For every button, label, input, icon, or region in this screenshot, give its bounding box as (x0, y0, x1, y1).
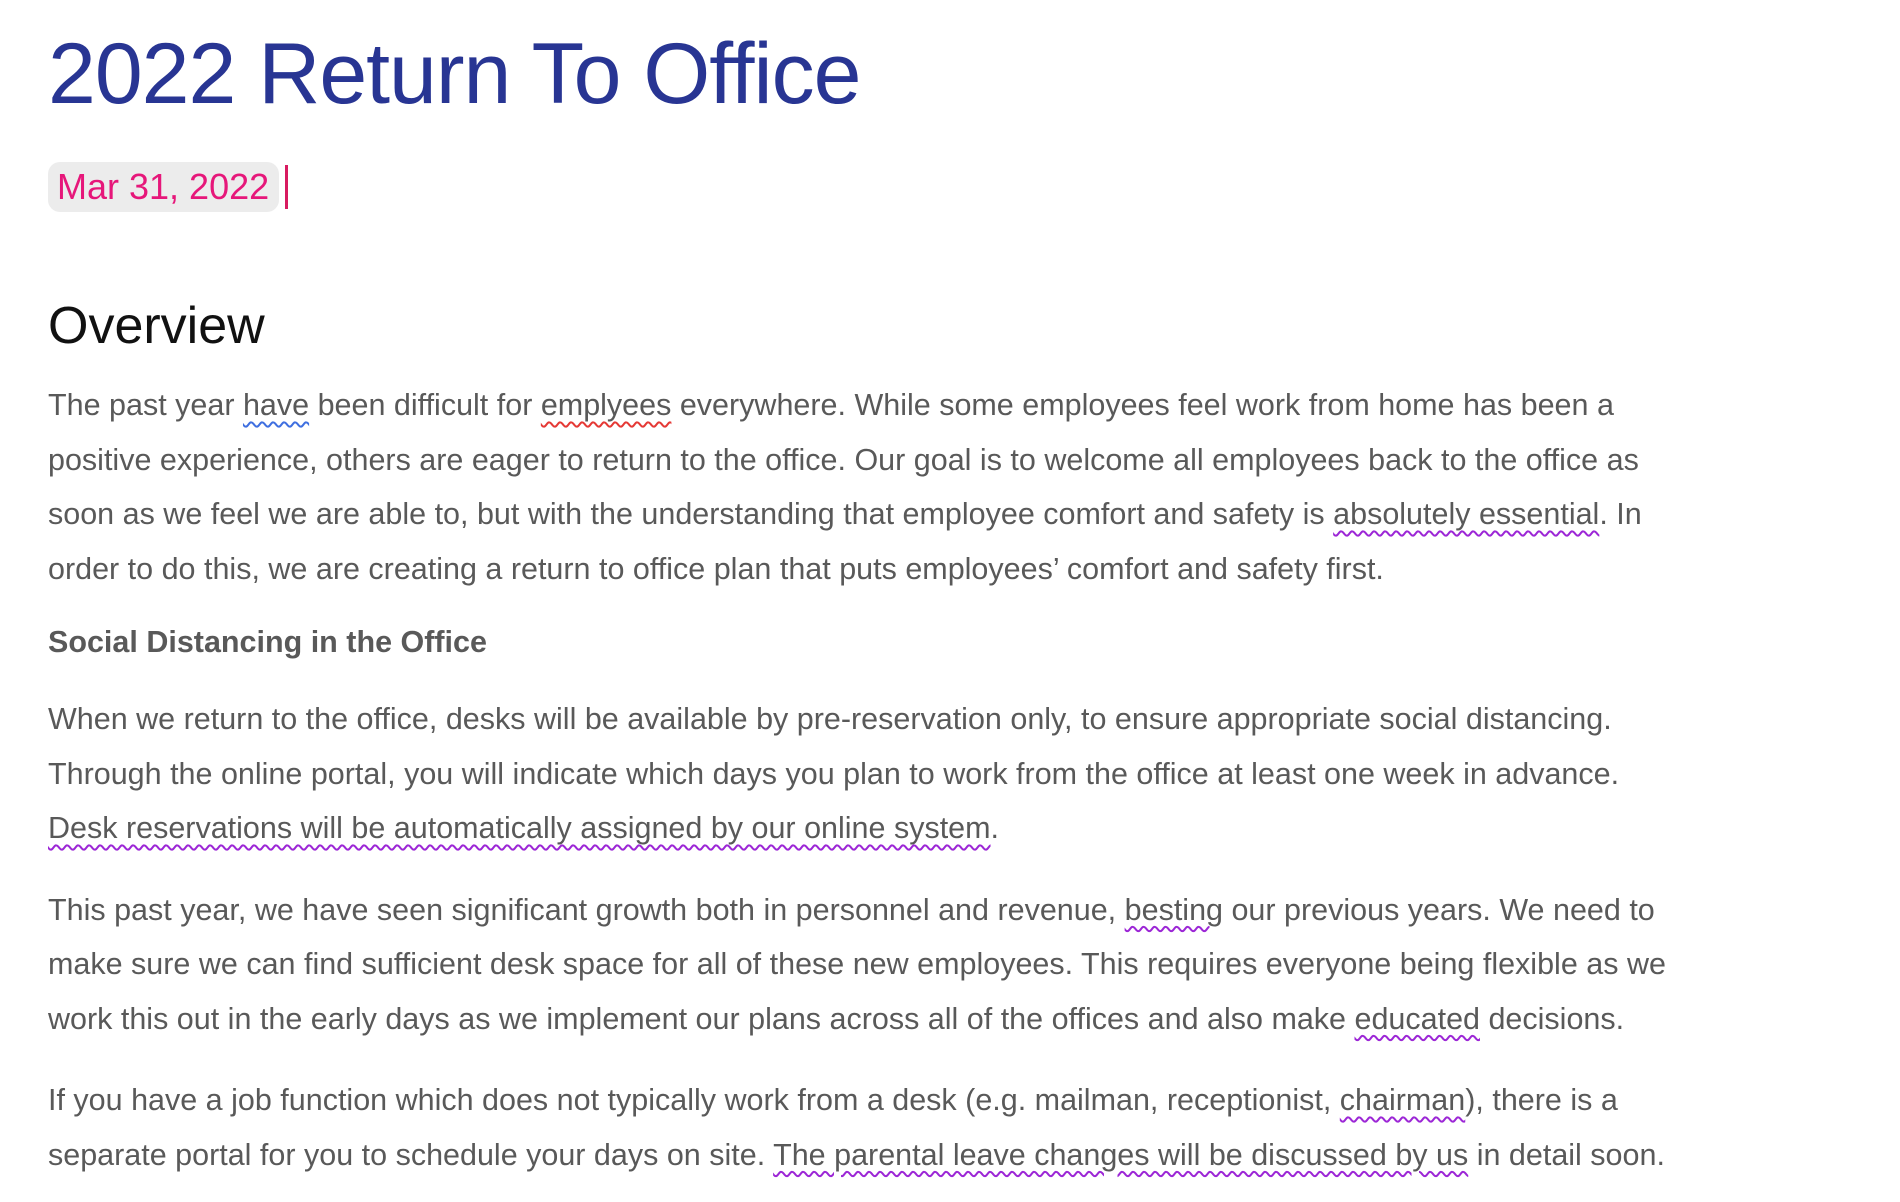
paragraph-line (48, 992, 1868, 1047)
text-run: everywhere. While some employees feel work from home has been a (671, 388, 1614, 422)
paragraph-line (48, 1128, 1868, 1183)
date-chip[interactable]: Mar 31, 2022 (48, 162, 279, 212)
text-run: ), there is a (1465, 1083, 1618, 1117)
grammar-suggestion-absolutely-essential[interactable]: absolutely essential (1333, 497, 1600, 531)
grammar-suggestion-chairman[interactable]: chairman (1339, 1083, 1466, 1117)
text-run: . In (1599, 497, 1642, 531)
spelling-error-emplyees[interactable]: emplyees (540, 388, 672, 422)
section-heading-overview[interactable]: Overview (48, 297, 265, 355)
subheading-social-distancing[interactable]: Social Distancing in the Office (48, 625, 487, 659)
text-run: The past year (48, 388, 243, 422)
text-run: separate portal for you to schedule your days on site. (48, 1137, 774, 1172)
paragraph-line (48, 378, 1868, 433)
text-run: been difficult for (309, 388, 541, 422)
text-run: decisions. (1480, 1001, 1625, 1036)
date-row (48, 162, 1900, 212)
paragraph-line: make sure we can find sufficient desk space for all of these new employees. This requires everyone being flexible as we (48, 947, 1666, 981)
text-cursor (285, 165, 288, 209)
paragraph-line (48, 801, 1868, 856)
text-run: soon as we feel we are able to, but with the understanding that employee comfort and safety is (48, 497, 1334, 531)
grammar-suggestion-passive-voice[interactable]: The parental leave changes will be discussed by us (773, 1137, 1469, 1172)
document-title[interactable]: 2022 Return To Office (48, 26, 861, 122)
text-run: . (990, 811, 1000, 845)
paragraph-line (48, 883, 1868, 938)
text-run: our previous years. We need to (1223, 892, 1655, 927)
paragraph-line: order to do this, we are creating a return to office plan that puts employees’ comfort and safety first. (48, 551, 1384, 586)
paragraph-line: Through the online portal, you will indicate which days you plan to work from the office at least one week in advance. (48, 756, 1620, 791)
text-run: This past year, we have seen significant growth both in personnel and revenue, (48, 892, 1125, 927)
paragraph-line (48, 1073, 1868, 1128)
grammar-suggestion-besting[interactable]: besting (1124, 892, 1223, 927)
paragraph-desks[interactable] (48, 692, 1868, 856)
paragraph-overview[interactable] (48, 378, 1868, 596)
grammar-suggestion-educated[interactable]: educated (1354, 1001, 1480, 1036)
text-run: in detail soon. (1468, 1137, 1665, 1172)
grammar-suggestion-have[interactable]: have (242, 388, 310, 422)
text-run: work this out in the early days as we implement our plans across all of the offices and also make (48, 1001, 1355, 1036)
paragraph-job-functions[interactable] (48, 1073, 1868, 1182)
paragraph-growth[interactable] (48, 883, 1868, 1047)
grammar-suggestion-passive-voice[interactable]: Desk reservations will be automatically assigned by our online system (48, 811, 991, 845)
text-run: If you have a job function which does not typically work from a desk (e.g. mailman, receptionist, (48, 1083, 1340, 1117)
paragraph-line: When we return to the office, desks will be available by pre-reservation only, to ensure appropriate social distancing. (48, 702, 1612, 736)
paragraph-line (48, 487, 1868, 542)
paragraph-line: positive experience, others are eager to return to the office. Our goal is to welcome all employees back to the office as (48, 442, 1639, 477)
